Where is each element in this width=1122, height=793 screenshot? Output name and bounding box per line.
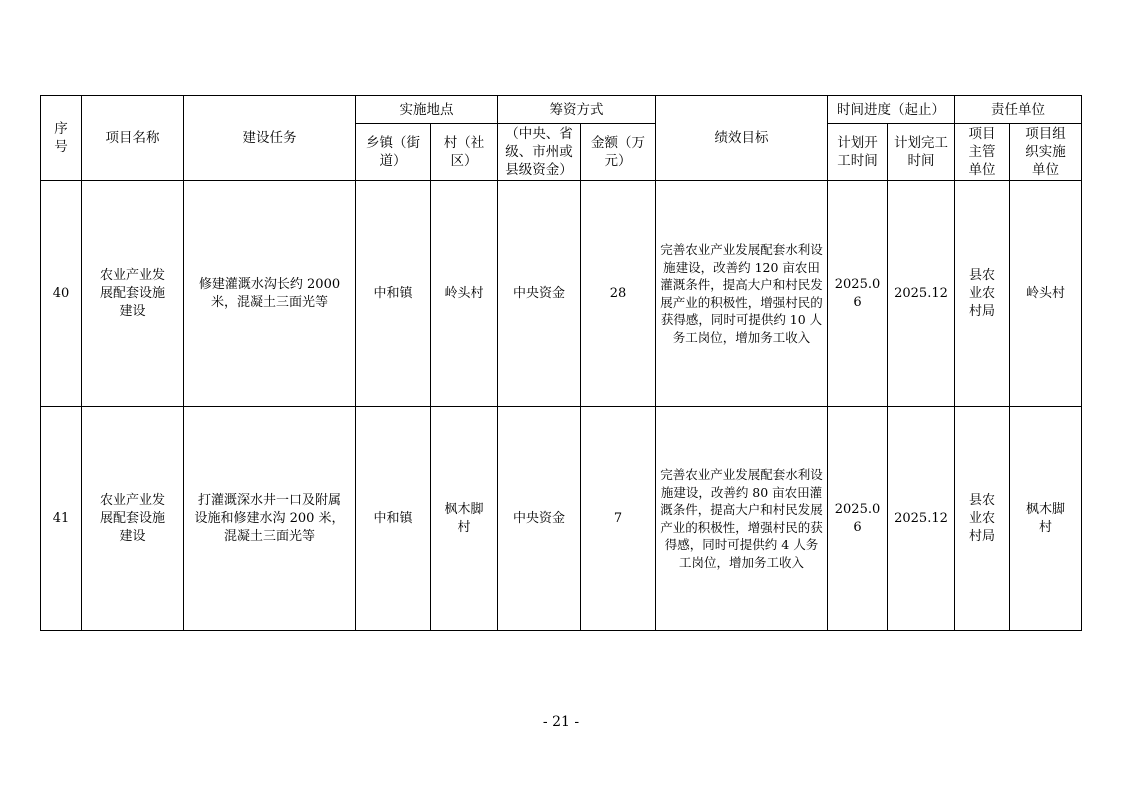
cell-town: 中和镇 (356, 181, 431, 407)
page-number: - 21 - (542, 714, 580, 730)
header-implementer: 项目组织实施单位 (1010, 124, 1082, 181)
cell-goal: 完善农业产业发展配套水利设施建设，改善约 120 亩农田灌溉条件，提高大户和村民发展产业的积极性，增强村民的获得感，同时可提供约 10 人务工岗位，增加务工收入 (656, 181, 828, 407)
cell-source: 中央资金 (498, 407, 581, 631)
cell-task: 打灌溉深水井一口及附属设施和修建水沟 200 米，混凝土三面光等 (184, 407, 356, 631)
header-goal: 绩效目标 (656, 96, 828, 181)
header-funding: 筹资方式 (498, 96, 656, 124)
table-row (41, 181, 1082, 407)
cell-implementer: 枫木脚村 (1010, 407, 1082, 631)
cell-start: 2025.06 (828, 407, 888, 631)
cell-start: 2025.06 (828, 181, 888, 407)
cell-name: 农业产业发展配套设施建设 (82, 181, 184, 407)
cell-implementer: 岭头村 (1010, 181, 1082, 407)
cell-task: 修建灌溉水沟长约 2000 米，混凝土三面光等 (184, 181, 356, 407)
cell-end: 2025.12 (888, 407, 955, 631)
header-end: 计划完工时间 (888, 124, 955, 181)
project-table (40, 95, 1082, 631)
header-amount: 金额（万元） (581, 124, 656, 181)
header-town: 乡镇（街道） (356, 124, 431, 181)
cell-village: 枫木脚村 (431, 407, 498, 631)
cell-seq: 41 (41, 407, 82, 631)
cell-goal: 完善农业产业发展配套水利设施建设，改善约 80 亩农田灌溉条件，提高大户和村民发展产业的积极性，增强村民的获得感，同时可提供约 4 人务工岗位，增加务工收入 (656, 407, 828, 631)
header-manager: 项目主管单位 (955, 124, 1010, 181)
cell-town: 中和镇 (356, 407, 431, 631)
cell-seq: 40 (41, 181, 82, 407)
cell-amount: 28 (581, 181, 656, 407)
header-responsible: 责任单位 (955, 96, 1082, 124)
header-seq: 序号 (41, 96, 82, 181)
cell-name: 农业产业发展配套设施建设 (82, 407, 184, 631)
header-start: 计划开工时间 (828, 124, 888, 181)
header-schedule: 时间进度（起止） (828, 96, 955, 124)
header-source: （中央、省级、市州或县级资金） (498, 124, 581, 181)
cell-village: 岭头村 (431, 181, 498, 407)
cell-manager: 县农业农村局 (955, 181, 1010, 407)
table-row (41, 407, 1082, 631)
header-village: 村（社区） (431, 124, 498, 181)
cell-manager: 县农业农村局 (955, 407, 1010, 631)
header-name: 项目名称 (82, 96, 184, 181)
cell-amount: 7 (581, 407, 656, 631)
header-location: 实施地点 (356, 96, 498, 124)
cell-end: 2025.12 (888, 181, 955, 407)
header-task: 建设任务 (184, 96, 356, 181)
cell-source: 中央资金 (498, 181, 581, 407)
